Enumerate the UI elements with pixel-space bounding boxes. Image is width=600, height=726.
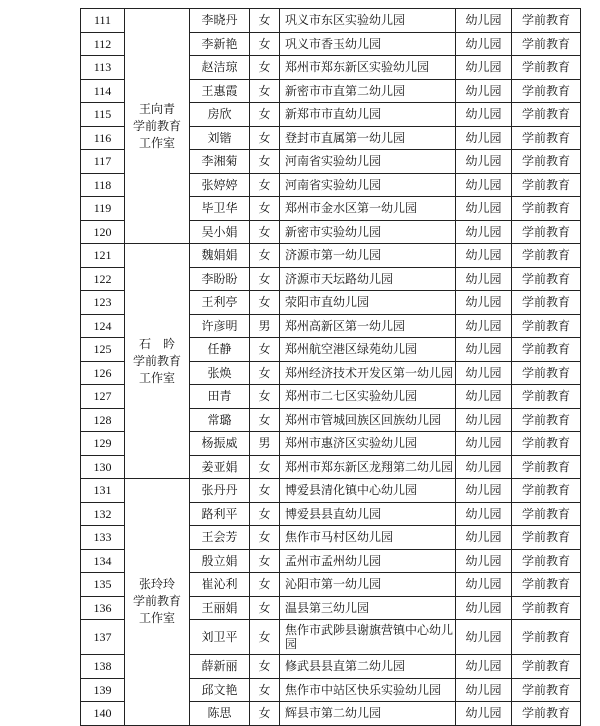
subject-cell: 学前教育 (512, 126, 581, 150)
studio-name-line: 工作室 (138, 370, 175, 385)
row-number-cell: 112 (81, 32, 125, 56)
name-cell: 殷立娟 (190, 549, 250, 573)
subject-cell: 学前教育 (512, 361, 581, 385)
name-cell: 崔沁利 (190, 573, 250, 597)
school-type-cell: 幼儿园 (456, 655, 512, 679)
school-cell: 巩义市香玉幼儿园 (280, 32, 456, 56)
school-type-cell: 幼儿园 (456, 361, 512, 385)
row-number-cell: 125 (81, 338, 125, 362)
school-type-cell: 幼儿园 (456, 244, 512, 268)
school-type-cell: 幼儿园 (456, 173, 512, 197)
gender-cell: 女 (250, 267, 280, 291)
school-cell: 郑州市惠济区实验幼儿园 (280, 432, 456, 456)
row-number-cell: 131 (81, 479, 125, 503)
subject-cell: 学前教育 (512, 56, 581, 80)
school-cell: 郑州航空港区绿苑幼儿园 (280, 338, 456, 362)
subject-cell: 学前教育 (512, 291, 581, 315)
subject-cell: 学前教育 (512, 502, 581, 526)
school-cell: 河南省实验幼儿园 (280, 173, 456, 197)
school-type-cell: 幼儿园 (456, 32, 512, 56)
name-cell: 杨振威 (190, 432, 250, 456)
gender-cell: 女 (250, 596, 280, 620)
school-cell: 郑州市金水区第一幼儿园 (280, 197, 456, 221)
row-number-cell: 118 (81, 173, 125, 197)
name-cell: 王惠霞 (190, 79, 250, 103)
table-row (81, 244, 581, 268)
subject-cell: 学前教育 (512, 549, 581, 573)
gender-cell: 女 (250, 549, 280, 573)
gender-cell: 女 (250, 197, 280, 221)
row-number-cell: 123 (81, 291, 125, 315)
roster-table (80, 8, 581, 726)
subject-cell: 学前教育 (512, 32, 581, 56)
school-cell: 巩义市东区实验幼儿园 (280, 9, 456, 33)
row-number-cell: 140 (81, 702, 125, 726)
gender-cell: 女 (250, 338, 280, 362)
subject-cell: 学前教育 (512, 573, 581, 597)
table-body (81, 9, 581, 726)
gender-cell: 女 (250, 126, 280, 150)
studio-name-cell (125, 9, 190, 244)
row-number-cell: 128 (81, 408, 125, 432)
school-cell: 焦作市武陟县谢旗营镇中心幼儿园 (280, 620, 456, 655)
school-type-cell: 幼儿园 (456, 338, 512, 362)
gender-cell: 女 (250, 620, 280, 655)
studio-name-line: 工作室 (138, 611, 175, 626)
studio-name-line: 学前教育 (132, 353, 181, 368)
gender-cell: 女 (250, 573, 280, 597)
school-type-cell: 幼儿园 (456, 573, 512, 597)
school-type-cell: 幼儿园 (456, 103, 512, 127)
studio-name-line: 工作室 (138, 135, 175, 150)
school-cell: 沁阳市第一幼儿园 (280, 573, 456, 597)
subject-cell: 学前教育 (512, 702, 581, 726)
name-cell: 张焕 (190, 361, 250, 385)
school-type-cell: 幼儿园 (456, 385, 512, 409)
school-type-cell: 幼儿园 (456, 455, 512, 479)
gender-cell: 女 (250, 361, 280, 385)
school-type-cell: 幼儿园 (456, 408, 512, 432)
row-number-cell: 139 (81, 678, 125, 702)
row-number-cell: 129 (81, 432, 125, 456)
school-type-cell: 幼儿园 (456, 479, 512, 503)
subject-cell: 学前教育 (512, 596, 581, 620)
studio-name-line: 王向青 (138, 101, 175, 116)
school-cell: 新密市市直第二幼儿园 (280, 79, 456, 103)
name-cell: 许彦明 (190, 314, 250, 338)
gender-cell: 女 (250, 385, 280, 409)
subject-cell: 学前教育 (512, 314, 581, 338)
name-cell: 李新艳 (190, 32, 250, 56)
subject-cell: 学前教育 (512, 432, 581, 456)
name-cell: 陈思 (190, 702, 250, 726)
gender-cell: 女 (250, 32, 280, 56)
gender-cell: 女 (250, 173, 280, 197)
school-cell: 新郑市市直幼儿园 (280, 103, 456, 127)
school-cell: 郑州市郑东新区实验幼儿园 (280, 56, 456, 80)
name-cell: 魏娟娟 (190, 244, 250, 268)
subject-cell: 学前教育 (512, 79, 581, 103)
school-cell: 郑州市二七区实验幼儿园 (280, 385, 456, 409)
row-number-cell: 134 (81, 549, 125, 573)
school-cell: 博爱县清化镇中心幼儿园 (280, 479, 456, 503)
school-cell: 荥阳市直幼儿园 (280, 291, 456, 315)
gender-cell: 女 (250, 408, 280, 432)
name-cell: 张婷婷 (190, 173, 250, 197)
row-number-cell: 116 (81, 126, 125, 150)
name-cell: 常璐 (190, 408, 250, 432)
row-number-cell: 115 (81, 103, 125, 127)
subject-cell: 学前教育 (512, 455, 581, 479)
name-cell: 房欣 (190, 103, 250, 127)
subject-cell: 学前教育 (512, 408, 581, 432)
studio-name-line: 学前教育 (132, 594, 181, 609)
subject-cell: 学前教育 (512, 620, 581, 655)
gender-cell: 女 (250, 655, 280, 679)
name-cell: 路利平 (190, 502, 250, 526)
subject-cell: 学前教育 (512, 678, 581, 702)
row-number-cell: 119 (81, 197, 125, 221)
name-cell: 田青 (190, 385, 250, 409)
name-cell: 吴小娟 (190, 220, 250, 244)
subject-cell: 学前教育 (512, 385, 581, 409)
name-cell: 任静 (190, 338, 250, 362)
studio-name-line: 石 昑 (138, 336, 175, 351)
gender-cell: 女 (250, 291, 280, 315)
school-cell: 博爱县县直幼儿园 (280, 502, 456, 526)
school-cell: 济源市第一幼儿园 (280, 244, 456, 268)
name-cell: 李晓丹 (190, 9, 250, 33)
row-number-cell: 133 (81, 526, 125, 550)
school-type-cell: 幼儿园 (456, 79, 512, 103)
gender-cell: 女 (250, 103, 280, 127)
school-type-cell: 幼儿园 (456, 526, 512, 550)
school-cell: 孟州市孟州幼儿园 (280, 549, 456, 573)
row-number-cell: 138 (81, 655, 125, 679)
gender-cell: 女 (250, 79, 280, 103)
studio-name-cell (125, 244, 190, 479)
subject-cell: 学前教育 (512, 244, 581, 268)
row-number-cell: 132 (81, 502, 125, 526)
school-cell: 辉县市第二幼儿园 (280, 702, 456, 726)
studio-name-line: 张玲玲 (138, 577, 175, 592)
name-cell: 刘锴 (190, 126, 250, 150)
row-number-cell: 127 (81, 385, 125, 409)
school-type-cell: 幼儿园 (456, 702, 512, 726)
gender-cell: 女 (250, 455, 280, 479)
name-cell: 姜亚娟 (190, 455, 250, 479)
row-number-cell: 136 (81, 596, 125, 620)
school-cell: 登封市直属第一幼儿园 (280, 126, 456, 150)
gender-cell: 女 (250, 678, 280, 702)
subject-cell: 学前教育 (512, 9, 581, 33)
subject-cell: 学前教育 (512, 338, 581, 362)
subject-cell: 学前教育 (512, 267, 581, 291)
school-type-cell: 幼儿园 (456, 502, 512, 526)
school-cell: 郑州市管城回族区回族幼儿园 (280, 408, 456, 432)
row-number-cell: 111 (81, 9, 125, 33)
gender-cell: 女 (250, 526, 280, 550)
name-cell: 王丽娟 (190, 596, 250, 620)
name-cell: 邱文艳 (190, 678, 250, 702)
gender-cell: 女 (250, 9, 280, 33)
school-type-cell: 幼儿园 (456, 596, 512, 620)
gender-cell: 女 (250, 150, 280, 174)
gender-cell: 女 (250, 220, 280, 244)
studio-name-cell (125, 479, 190, 726)
row-number-cell: 113 (81, 56, 125, 80)
row-number-cell: 120 (81, 220, 125, 244)
name-cell: 李湘菊 (190, 150, 250, 174)
school-type-cell: 幼儿园 (456, 9, 512, 33)
row-number-cell: 126 (81, 361, 125, 385)
name-cell: 张丹丹 (190, 479, 250, 503)
school-cell: 郑州高新区第一幼儿园 (280, 314, 456, 338)
row-number-cell: 137 (81, 620, 125, 655)
row-number-cell: 130 (81, 455, 125, 479)
name-cell: 王利亭 (190, 291, 250, 315)
school-cell: 河南省实验幼儿园 (280, 150, 456, 174)
subject-cell: 学前教育 (512, 655, 581, 679)
subject-cell: 学前教育 (512, 150, 581, 174)
school-type-cell: 幼儿园 (456, 126, 512, 150)
school-cell: 焦作市中站区快乐实验幼儿园 (280, 678, 456, 702)
studio-name-line: 学前教育 (132, 118, 181, 133)
row-number-cell: 114 (81, 79, 125, 103)
gender-cell: 男 (250, 432, 280, 456)
school-type-cell: 幼儿园 (456, 150, 512, 174)
row-number-cell: 117 (81, 150, 125, 174)
name-cell: 李盼盼 (190, 267, 250, 291)
school-type-cell: 幼儿园 (456, 267, 512, 291)
school-type-cell: 幼儿园 (456, 291, 512, 315)
row-number-cell: 122 (81, 267, 125, 291)
gender-cell: 女 (250, 479, 280, 503)
subject-cell: 学前教育 (512, 479, 581, 503)
name-cell: 王会芳 (190, 526, 250, 550)
school-type-cell: 幼儿园 (456, 678, 512, 702)
school-type-cell: 幼儿园 (456, 197, 512, 221)
school-cell: 温县第三幼儿园 (280, 596, 456, 620)
subject-cell: 学前教育 (512, 197, 581, 221)
row-number-cell: 121 (81, 244, 125, 268)
school-type-cell: 幼儿园 (456, 220, 512, 244)
school-type-cell: 幼儿园 (456, 314, 512, 338)
name-cell: 毕卫华 (190, 197, 250, 221)
table-row (81, 9, 581, 33)
school-type-cell: 幼儿园 (456, 549, 512, 573)
name-cell: 刘卫平 (190, 620, 250, 655)
school-cell: 郑州经济技术开发区第一幼儿园 (280, 361, 456, 385)
name-cell: 赵洁琼 (190, 56, 250, 80)
gender-cell: 女 (250, 502, 280, 526)
table-row (81, 479, 581, 503)
school-cell: 焦作市马村区幼儿园 (280, 526, 456, 550)
subject-cell: 学前教育 (512, 220, 581, 244)
row-number-cell: 124 (81, 314, 125, 338)
school-cell: 郑州市郑东新区龙翔第二幼儿园 (280, 455, 456, 479)
name-cell: 薛新丽 (190, 655, 250, 679)
row-number-cell: 135 (81, 573, 125, 597)
subject-cell: 学前教育 (512, 103, 581, 127)
gender-cell: 男 (250, 314, 280, 338)
subject-cell: 学前教育 (512, 526, 581, 550)
gender-cell: 女 (250, 244, 280, 268)
subject-cell: 学前教育 (512, 173, 581, 197)
school-type-cell: 幼儿园 (456, 620, 512, 655)
school-type-cell: 幼儿园 (456, 432, 512, 456)
school-cell: 修武县县直第二幼儿园 (280, 655, 456, 679)
gender-cell: 女 (250, 56, 280, 80)
school-cell: 济源市天坛路幼儿园 (280, 267, 456, 291)
school-type-cell: 幼儿园 (456, 56, 512, 80)
school-cell: 新密市实验幼儿园 (280, 220, 456, 244)
gender-cell: 女 (250, 702, 280, 726)
